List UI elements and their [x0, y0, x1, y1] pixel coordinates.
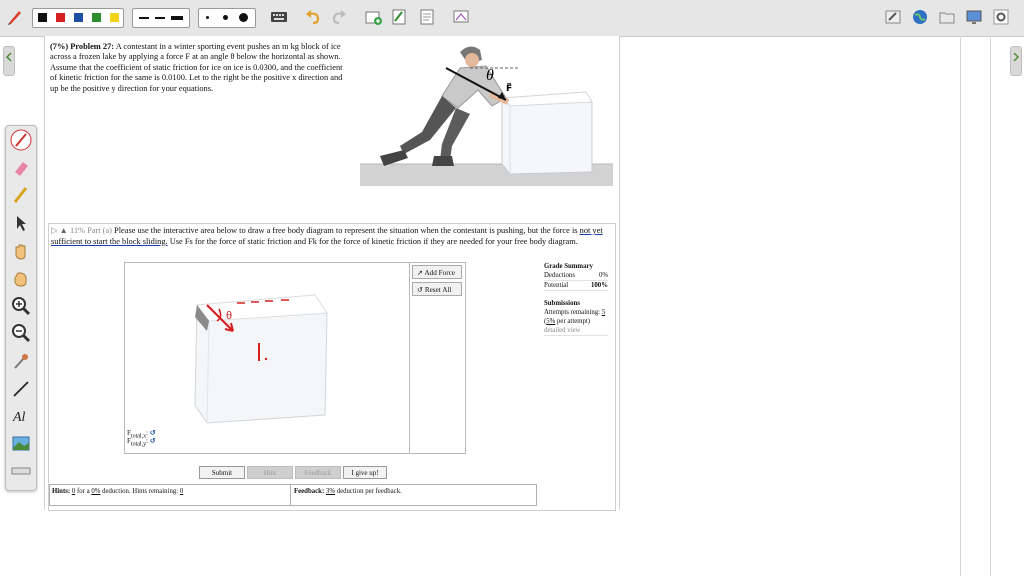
warning-icon: ▲: [59, 226, 68, 235]
screen-capture-icon[interactable]: [452, 8, 470, 26]
feedback-cell: [294, 487, 402, 496]
problem-statement: [50, 42, 350, 94]
deductions-value: 0%: [598, 272, 608, 279]
problem-weight: (7%): [50, 42, 69, 51]
paint-board-icon[interactable]: [884, 8, 902, 26]
new-page-icon[interactable]: [364, 8, 382, 26]
potential-label: Potential: [544, 282, 569, 289]
globe-icon[interactable]: [911, 8, 929, 26]
feedback-label: Feedback:: [294, 488, 325, 495]
color-palette: [32, 8, 124, 28]
chevron-right-icon: [1011, 47, 1021, 75]
ftotal-x-readout: $F_{total,x}$: ↺: [127, 429, 156, 440]
dot-size-group: [198, 8, 256, 28]
add-force-icon: ↗: [417, 269, 424, 277]
fbd-tool-column: [409, 263, 464, 453]
ftotal-y-sub: total,y: [130, 441, 147, 448]
hints-label: Hints:: [52, 488, 71, 495]
dot-medium-option[interactable]: [223, 15, 228, 20]
ftotal-y-label: F: [127, 437, 131, 445]
chevron-left-icon: [4, 47, 14, 75]
submissions-title: Submissions: [544, 300, 580, 307]
image-tool-icon[interactable]: [10, 433, 32, 455]
hints-feedback-bar: [49, 484, 537, 506]
ice-block-canvas[interactable]: [125, 263, 409, 453]
problem-text: A contestant in a winter sporting event pushes an m kg block of ice across a frozen lake by applying a force F at an angle θ below the horizontal as shown. Assume that the coefficient of static friction for ice on ice is 0.0300, and the coefficient of kinetic friction for the same is 0.0100. Let to the right be the positive x direction and up be the positive y direction for your equations.: [50, 42, 343, 93]
feedback-tail: deduction per feedback.: [336, 488, 402, 495]
ftotal-x-spinner-icon: ↺: [149, 429, 156, 437]
feedback-pct: 3%: [325, 488, 335, 495]
dot-large-option[interactable]: [239, 13, 248, 22]
settings-icon[interactable]: [992, 8, 1010, 26]
hints-tail: deduction. Hints remaining:: [102, 488, 179, 495]
folder-icon[interactable]: [938, 8, 956, 26]
figure-angle-label: θ: [486, 67, 494, 84]
zoom-in-icon[interactable]: [10, 295, 32, 317]
line-thick-option[interactable]: [171, 16, 183, 20]
monitor-icon[interactable]: [965, 8, 983, 26]
part-a-text-underlined: not yet sufficient to start the block sliding.: [51, 226, 603, 246]
reset-all-label: Reset All: [424, 286, 452, 294]
highlighter-icon[interactable]: [10, 184, 32, 206]
grab-icon[interactable]: [10, 267, 32, 289]
color-black-swatch[interactable]: [38, 13, 47, 22]
per-attempt-row: (5% per attempt): [544, 318, 591, 325]
potential-row: [544, 281, 608, 291]
ftotal-x-label: F: [127, 429, 131, 437]
potential-value: 100%: [591, 282, 608, 289]
per-attempt-value: 5%: [546, 318, 556, 325]
page-edit-icon[interactable]: [390, 8, 408, 26]
color-red-swatch[interactable]: [56, 13, 65, 22]
contestant-figure: [360, 36, 613, 186]
hints-cell: [52, 487, 183, 496]
hint-button[interactable]: Hint: [247, 466, 293, 479]
problem-page: [44, 36, 620, 510]
svg-text:Al: Al: [13, 410, 26, 425]
text-tool-icon[interactable]: [10, 405, 32, 427]
reset-icon: ↺: [417, 286, 424, 294]
keyboard-icon[interactable]: [270, 8, 288, 26]
fbd-drawing-area[interactable]: [124, 262, 466, 454]
line-tool-icon[interactable]: [10, 378, 32, 400]
attempts-label: Attempts remaining:: [544, 309, 601, 316]
color-blue-swatch[interactable]: [74, 13, 83, 22]
submit-button[interactable]: Submit: [199, 466, 245, 479]
line-dashed-option[interactable]: [139, 17, 149, 19]
undo-icon[interactable]: [304, 8, 322, 26]
zoom-out-icon[interactable]: [10, 322, 32, 344]
pen-icon[interactable]: [10, 129, 32, 151]
hints-remaining: 0: [179, 488, 184, 495]
add-force-button[interactable]: [412, 265, 462, 279]
attempts-row: [544, 308, 608, 317]
figure-force-label: F⃗: [506, 83, 513, 93]
color-green-swatch[interactable]: [92, 13, 101, 22]
left-panel-toggle[interactable]: [3, 46, 15, 76]
pen-tool-icon[interactable]: [6, 8, 24, 26]
line-dash-option[interactable]: [155, 17, 165, 19]
line-style-group: [132, 8, 190, 28]
expand-arrow-icon[interactable]: ▷: [51, 226, 58, 235]
part-a-instructions: [51, 226, 609, 247]
give-up-button[interactable]: I give up!: [343, 466, 387, 479]
pointer-icon[interactable]: [10, 212, 32, 234]
ftotal-y-spinner-icon: ↺: [149, 437, 156, 445]
part-a-text-after: Use Fs for the force of static friction and Fk for the force of kinetic friction if they are needed for your free body diagram.: [169, 236, 578, 246]
detailed-view-link[interactable]: detailed view: [544, 326, 608, 336]
color-yellow-swatch[interactable]: [110, 13, 119, 22]
hints-value: 0: [71, 488, 76, 495]
document-icon[interactable]: [418, 8, 436, 26]
attempts-value: 5: [601, 309, 606, 316]
deductions-row: [544, 271, 608, 281]
grade-summary: [544, 262, 608, 336]
problem-title: Problem 27:: [70, 42, 115, 51]
tool-palette: [5, 125, 37, 491]
ftotal-x-sub: total,x: [130, 433, 147, 440]
eyedropper-icon[interactable]: [10, 350, 32, 372]
ruler-icon[interactable]: [10, 460, 32, 482]
redo-icon[interactable]: [330, 8, 348, 26]
hand-pan-icon[interactable]: [10, 240, 32, 262]
feedback-button[interactable]: Feedback: [295, 466, 341, 479]
drawn-angle-label: θ: [226, 310, 233, 322]
deductions-label: Deductions: [544, 272, 575, 279]
ftotal-y-readout: $F_{total,y}$: ↺: [127, 437, 156, 448]
hints-for-a: for a: [76, 488, 90, 495]
grade-summary-title: Grade Summary: [544, 263, 593, 270]
per-attempt-label: per attempt): [557, 318, 591, 325]
right-panel-toggle[interactable]: [1010, 46, 1022, 76]
reset-all-button[interactable]: [412, 282, 462, 296]
add-force-label: Add Force: [424, 269, 455, 277]
eraser-icon[interactable]: [10, 157, 32, 179]
part-a-panel: [48, 223, 616, 511]
top-toolbar: [0, 0, 1024, 37]
dot-small-option[interactable]: [206, 16, 209, 19]
hints-pct: 0%: [91, 488, 101, 495]
part-a-header: 11% Part (a): [69, 226, 112, 235]
part-a-text-before: Please use the interactive area below to draw a free body diagram to represent the situation when the contestant is pushing, but the force is: [114, 226, 578, 235]
